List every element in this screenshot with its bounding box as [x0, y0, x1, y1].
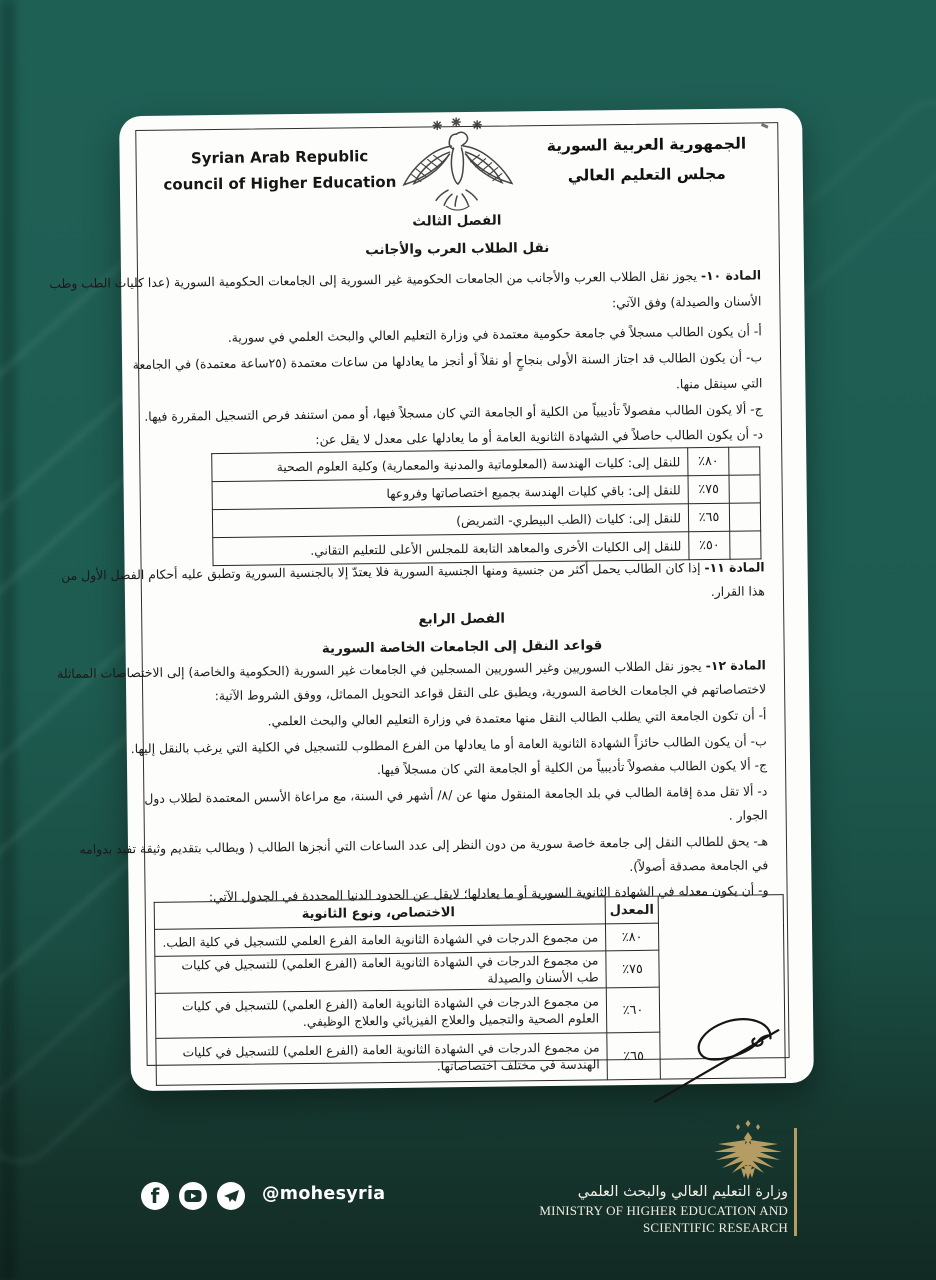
header-pct-cell: المعدل	[605, 896, 658, 924]
article12-line2: لاختصاصاتهم في الجامعات الخاصة السورية، ويطبق على النقل قواعد التحويل المماثل، ووفق الشروط الآتية:	[214, 681, 767, 704]
percent-cell: ٪٨٠	[605, 923, 658, 951]
chapter3-title: الفصل الثالث	[412, 212, 502, 230]
desc-cell: من مجموع الدرجات في الشهادة الثانوية العامة الفرع العلمي للتسجيل في كلية الطب.	[155, 924, 606, 957]
desc-cell: للنقل إلى: باقي كليات الهندسة بجميع اختصاصاتها وفروعها	[212, 476, 688, 510]
desc-cell: للنقل إلى: كليات الهندسة (المعلوماتية والمدنية والمعمارية) وكلية العلوم الصحية	[212, 448, 688, 482]
header-en-line1: Syrian Arab Republic	[190, 147, 369, 168]
header-en-line2: council of Higher Education	[163, 172, 397, 194]
empty-cell	[729, 475, 760, 503]
desc-cell: من مجموع الدرجات في الشهادة الثانوية العامة (الفرع العلمي) للتسجيل في كليات طب الأسنان والصيدلة	[155, 951, 606, 994]
article10-item-a: أ- أن يكون الطالب مسجلاً في جامعة حكومية معتمدة في وزارة التعليم العالي والبحث العلمي في سورية.	[227, 323, 762, 345]
ministry-name-arabic: وزارة التعليم العالي والبحث العلمي	[577, 1184, 788, 1200]
article10-line2: الأسنان والصيدلة) وفق الآتي:	[611, 293, 762, 311]
header-english	[157, 143, 402, 198]
percent-cell: ٪٧٥	[688, 475, 729, 503]
gold-divider-line	[794, 1128, 797, 1236]
article10-label: المادة ١٠-	[700, 267, 762, 284]
article12-item-c: ج- ألا يكون الطالب مفصولاً تأديبياً من الكلية أو الجامعة التي كان مسجلاً فيها.	[376, 757, 768, 778]
header-ar-line2: مجلس التعليم العالي	[567, 164, 726, 185]
article10-item-b1: ب- أن يكون الطالب قد اجتاز السنة الأولى بنجاحٍ أو نقلاً أو أنجز ما يعادلها من ساعات معتمدة (٢٥ساعة معتمدة) في الجامعة	[132, 349, 763, 373]
percent-cell: ٪٦٥	[607, 1032, 661, 1080]
chapter3-subtitle: نقل الطلاب العرب والأجانب	[365, 239, 550, 259]
telegram-icon[interactable]	[217, 1182, 245, 1210]
private-university-minimums-table	[154, 894, 786, 1086]
desc-cell: من مجموع الدرجات في الشهادة الثانوية العامة (الفرع العلمي) للتسجيل في كليات الهندسة في مختلف اختصاصاتها.	[156, 1033, 608, 1086]
percent-cell: ٪٦٥	[688, 503, 729, 531]
article11-text1: إذا كان الطالب يحمل أكثر من جنسية ومنها الجنسية السورية فلا يعتدّ إلا بالجنسية السورية وتطبق عليه أحكام الفصل الأول من	[61, 560, 701, 583]
youtube-icon[interactable]	[179, 1182, 207, 1210]
table-header-row	[154, 895, 783, 930]
social-handle[interactable]: @mohesyria	[262, 1184, 386, 1204]
desc-cell: للنقل إلى: كليات (الطب البيطري- التمريض)	[212, 504, 688, 538]
ministry-name-english-line2: SCIENTIFIC RESEARCH	[642, 1220, 788, 1235]
eagle-emblem-sketch-icon	[389, 115, 524, 221]
article10-item-b2: التي سينقل منها.	[675, 375, 763, 392]
empty-cell	[730, 531, 761, 559]
percent-cell: ٪٧٥	[606, 950, 659, 988]
article12-item-e2: في الجامعة مصدقة أصولاً).	[629, 857, 769, 875]
percent-cell: ٪٨٠	[688, 447, 729, 475]
article11-line2: هذا القرار.	[710, 583, 766, 600]
article12-item-a: أ- أن تكون الجامعة التي يطلب الطالب النقل منها معتمدة في وزارة التعليم العالي والبحث العلمي.	[267, 707, 767, 729]
empty-cell	[729, 447, 760, 475]
header-ar-line1: الجمهورية العربية السورية	[546, 134, 747, 155]
article12-item-d2: الجوار .	[728, 807, 768, 823]
scanned-document	[49, 108, 814, 1091]
article12-label: المادة ١٢-	[705, 657, 766, 674]
article10-item-d: د- أن يكون الطالب حاصلاً في الشهادة الثانوية العامة أو ما يعادلها على معدل لا يقل عن:	[315, 426, 764, 447]
article12-text1: يجوز نقل الطلاب السوريين وغير السوريين المسجلين في الجامعات غير السورية (الحكومية والخاصة) إلى الاختصاصات المماثلة	[57, 658, 702, 682]
facebook-icon[interactable]: f	[141, 1182, 169, 1210]
ministry-eagle-logo-icon	[708, 1118, 788, 1186]
article10-text1: يجوز نقل الطلاب العرب والأجانب من الجامعات الحكومية غير السورية إلى الجامعات الحكومية السورية (عدا كليات الطب وطب	[49, 268, 698, 292]
percent-cell: ٪٥٠	[689, 531, 730, 559]
header-desc-cell: الاختصاص، ونوع الثانوية	[154, 897, 605, 930]
transfer-minimums-table	[211, 446, 761, 566]
article10-item-c: ج- ألا يكون الطالب مفصولاً تأديبياً من الكلية أو الجامعة التي كان مسجلاً فيها، أو ممن استنفد فرص التسجيل المقررة فيها.	[144, 401, 763, 424]
signature-cell	[658, 895, 785, 1080]
desc-cell: للنقل إلى الكليات الأخرى والمعاهد التابعة للمجلس الأعلى للتعليم التقاني.	[213, 532, 689, 566]
chapter4-title: الفصل الرابع	[418, 610, 506, 628]
header-arabic	[530, 128, 763, 191]
signature-scribble	[650, 988, 791, 1105]
article12-item-e1: هـ- يحق للطالب النقل إلى جامعة خاصة سورية من دون النظر إلى عدد الساعات التي أنجزها الطالب ( ويطالب بتقديم وثيقة تفيد بدوامه	[79, 833, 769, 857]
desc-cell: من مجموع الدرجات في الشهادة الثانوية العامة (الفرع العلمي) للتسجيل في كليات العلوم الصحية والتجميل والعلاج الفيزيائي والعلاج الوظيفي.	[155, 988, 607, 1039]
stars	[433, 118, 481, 130]
article12-item-b: ب- أن يكون الطالب حائزاً الشهادة الثانوية العامة أو ما يعادلها من الفرع المطلوب للتسجيل في الكلية التي يرغب بالنقل إليها.	[130, 733, 767, 757]
article12-item-d1: د- ألا تقل مدة إقامة الطالب في بلد الجامعة المنقول منها عن /٨/ أشهر في السنة، مع مراعاة الأسس المعتمدة لطلاب دول	[144, 783, 768, 806]
ministry-name-english-line1: MINISTRY OF HIGHER EDUCATION AND	[539, 1203, 788, 1218]
chapter4-subtitle: قواعد النقل إلى الجامعات الخاصة السورية	[321, 637, 603, 657]
article12-item-f: و- أن يكون معدله في الشهادة الثانوية السورية أو ما يعادلها؛ لايقل عن الحدود الدنيا المحددة في الجدول الآتي:	[208, 882, 769, 905]
percent-cell: ٪٦٠	[606, 987, 660, 1033]
empty-cell	[729, 503, 760, 531]
article11-label: المادة ١١-	[704, 559, 765, 576]
